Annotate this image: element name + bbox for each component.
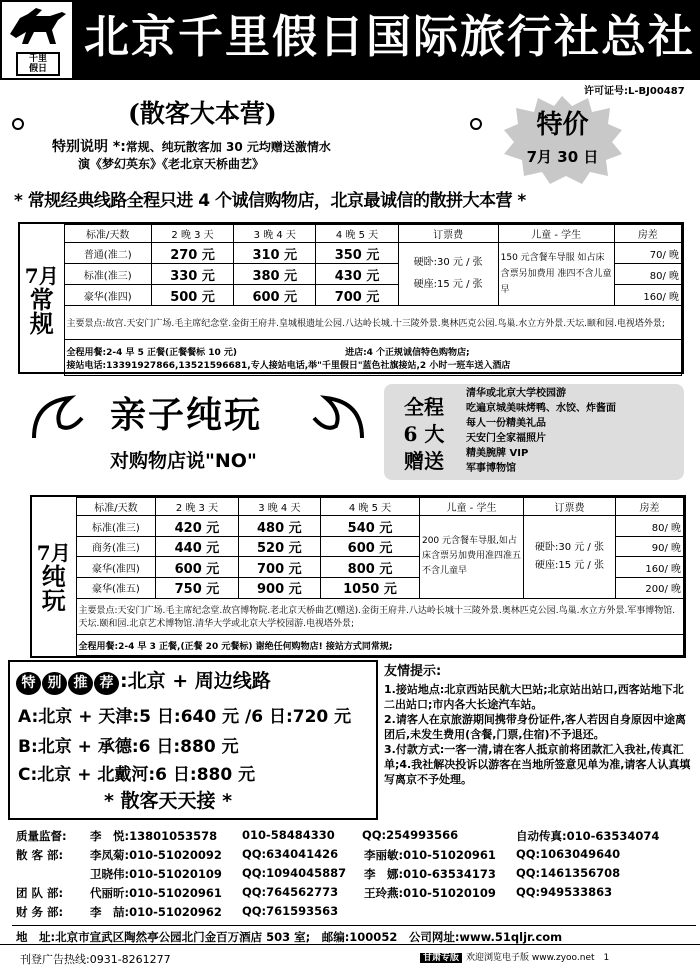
- tips-title: 友情提示:: [384, 664, 442, 679]
- page-footer: [0, 944, 700, 970]
- contact-row: 散 客 部: 李凤菊:010-51020092 QQ:634041426 李丽敏:010-51020961 QQ:1063049640: [16, 847, 621, 862]
- horse-icon: [6, 4, 68, 48]
- table-header: 2 晚 3 天: [151, 225, 233, 243]
- license-number: 许可证号:L-BJ00487: [584, 86, 685, 97]
- note-line2: 演《梦幻英东》《老北京天桥曲艺》: [78, 157, 265, 171]
- child-price: 150 元含餐车导服 如占床含票另加费用 准四不含儿童早: [498, 243, 614, 306]
- regular-shop: 进店:4 个正规诚信特色购物店;: [345, 347, 470, 358]
- ornament-icon: [310, 392, 366, 442]
- table-row: 标准(准三) 330 元 380 元 430 元 80/ 晚: [20, 264, 682, 285]
- pure-spots: 主要景点:天安门广场.毛主席纪念堂.故宫博物院.老北京天桥曲艺(赠送).金街王府井.八达岭长城十三陵外景.奥林匹克公园.鸟巢.水立方外景.军事博物馆.天坛.颐和园.北京艺术博物馆.清华大学或北京大学校园游.电视塔外景;: [76, 598, 684, 635]
- family-title: 亲子纯玩: [110, 394, 263, 436]
- tagline: * 常规经典线路全程只进 4 个诚信购物店，北京最诚信的散拼大本营 *: [14, 191, 526, 211]
- note-line1: 常规、纯玩散客加 30 元均赠送激情水: [125, 140, 331, 154]
- footer-website: 欢迎浏览电子版 www.zyoo.net: [466, 953, 595, 963]
- banner-title: (散客大本营): [128, 99, 277, 128]
- table-header: 儿童 - 学生: [419, 498, 523, 516]
- edition-badge: 甘肃专版: [420, 953, 462, 963]
- ornament-left-icon: [12, 118, 24, 130]
- company-address: 地 址:北京市宣武区陶然亭公园北门金百万酒店 503 室; 邮编:100052 公司网址:www.51qljr.com: [16, 930, 563, 944]
- table-header: 房差: [615, 498, 683, 516]
- tip-item: 2.请客人在京旅游期间携带身份证件,客人若因自身原因中途离团后,未发生费用(含餐,门票,住宿)不予退还。: [384, 713, 687, 741]
- pure-tour-table: [30, 495, 686, 658]
- company-logo: [2, 2, 72, 78]
- recommend-title: 特 别 推 荐 :北京 + 周边线路: [16, 666, 271, 695]
- family-subtitle: 对购物店说"NO": [110, 450, 257, 472]
- list-item: 清华或北京大学校园游: [466, 388, 566, 399]
- table-row: 标准(准三) 420 元 480 元 540 元 200 元含餐车导服,如占床含票另加费用准四准五不含儿童早 硬卧:30 元 / 张 硬座:15 元 / 张 80/ 晚: [32, 516, 684, 537]
- recommend-badge: 特: [16, 672, 41, 695]
- regular-spots: 主要景点:故宫.天安门广场.毛主席纪念堂.金街王府井.皇城根遗址公园.八达岭长城.十三陵外景.奥林匹克公园.鸟巢.水立方外景.天坛.颐和园.电视塔外景;: [64, 306, 682, 340]
- special-offer-date: 7月 30 日: [526, 148, 599, 166]
- contact-row: 财 务 部: 李 喆:010-51020962 QQ:761593563: [16, 904, 339, 919]
- route-b: B:北京 + 承德:6 日:880 元: [18, 737, 239, 757]
- pure-side-label: 7月 纯 玩: [36, 540, 71, 615]
- daily-pickup: * 散客天天接 *: [104, 790, 233, 812]
- table-header: 订票费: [398, 225, 498, 243]
- table-header: 儿童 - 学生: [498, 225, 614, 243]
- list-item: 精美腕牌 VIP: [466, 448, 529, 459]
- contacts-section: [12, 828, 696, 947]
- contact-row: 团 队 部: 代丽昕:010-51020961 QQ:764562773 王玲燕:010-51020109 QQ:949533863: [16, 885, 613, 900]
- header-bar: [0, 0, 700, 80]
- contact-row: 质量监督: 李 悦:13801053578 010-58484330 QQ:254993566 自动传真:010-63534074: [16, 828, 660, 843]
- table-header: 订票费: [523, 498, 615, 516]
- list-item: 每人一份精美礼品: [466, 418, 546, 429]
- contact-row: 卫晓伟:010-51020109 QQ:1094045887 李 娜:010-63534173 QQ:1461356708: [90, 866, 621, 881]
- table-row: 豪华(准五) 750 元 900 元 1050 元 200/ 晚: [32, 578, 684, 599]
- table-row: 豪华(准四) 600 元 700 元 800 元 160/ 晚: [32, 557, 684, 578]
- tips-section: [384, 660, 694, 787]
- logo-text-top: 千里: [28, 54, 47, 64]
- route-a: A:北京 + 天津:5 日:640 元 /6 日:720 元: [18, 707, 352, 727]
- company-name: 北京千里假日国际旅行社总社: [84, 10, 696, 63]
- list-item: 天安门全家福照片: [466, 433, 546, 444]
- table-header: 3 晚 4 天: [234, 225, 316, 243]
- ornament-right-icon: [470, 118, 482, 130]
- tip-item: 3.付款方式:一客一清,请在客人抵京前将团款汇入我社,传真汇单;4.我社解决投诉以游客在当地所签意见单为准,请客人认真填写离京不予处理。: [384, 743, 691, 786]
- table-header: 房差: [614, 225, 681, 243]
- special-offer-title: 特价: [536, 110, 589, 140]
- table-row: 豪华(准四) 500 元 600 元 700 元 160/ 晚: [20, 285, 682, 306]
- tip-item: 1.接站地点:北京西站民航大巴站;北京站出站口,西客站地下北二出站口;市内各大长途汽车站。: [384, 683, 684, 711]
- list-item: 吃遍京城美味烤鸭、水饺、炸酱面: [466, 403, 616, 414]
- list-item: 军事博物馆: [466, 463, 516, 474]
- page-number: 1: [603, 953, 610, 963]
- logo-text-bottom: 假日: [28, 64, 47, 74]
- ticket-fee: 硬卧:30 元 / 张 硬座:15 元 / 张: [398, 243, 498, 306]
- table-header: 标准/天数: [64, 225, 151, 243]
- ticket-fee: 硬卧:30 元 / 张 硬座:15 元 / 张: [523, 516, 615, 598]
- recommend-badge: 别: [42, 672, 67, 695]
- ornament-icon: [30, 392, 86, 442]
- regular-contact: 接站电话:13391927866,13521596681,专人接站电话,举"千里假日"蓝色社旗接站,2 小时一班车送入酒店: [66, 360, 511, 371]
- regular-meal: 全程用餐:2-4 早 5 正餐(正餐餐标 10 元): [66, 347, 238, 358]
- table-header: 3 晚 4 天: [238, 498, 320, 516]
- table-row: 商务(准三) 440 元 520 元 600 元 90/ 晚: [32, 536, 684, 557]
- table-header: 2 晚 3 天: [156, 498, 238, 516]
- ad-hotline: 刊登广告热线:0931-8261277: [20, 953, 171, 966]
- regular-side-label: 7月 常 规: [24, 264, 59, 338]
- route-c: C:北京 + 北戴河:6 日:880 元: [18, 765, 256, 785]
- pure-meal: 全程用餐:2-4 早 3 正餐,(正餐 20 元餐标) 谢绝任何购物店! 接站方式同常规;: [76, 635, 684, 656]
- recommend-badge: 推: [68, 672, 93, 695]
- note-label: 特别说明 *:: [52, 139, 126, 155]
- table-row: 普通(准二) 270 元 310 元 350 元 硬卧:30 元 / 张 硬座:15 元 / 张 150 元含餐车导服 如占床含票另加费用 准四不含儿童早 70/ 晚: [20, 243, 682, 264]
- table-header: 标准/天数: [76, 498, 156, 516]
- special-offer-badge: [500, 94, 625, 184]
- recommend-badge: 荐: [94, 672, 119, 695]
- gift-label: 全程 6 大 赠送: [403, 395, 445, 473]
- table-header: 4 晚 5 天: [321, 498, 420, 516]
- table-header: 4 晚 5 天: [316, 225, 398, 243]
- child-price: 200 元含餐车导服,如占床含票另加费用准四准五不含儿童早: [419, 516, 523, 598]
- gift-list: [466, 386, 616, 476]
- regular-tour-table: [18, 222, 684, 374]
